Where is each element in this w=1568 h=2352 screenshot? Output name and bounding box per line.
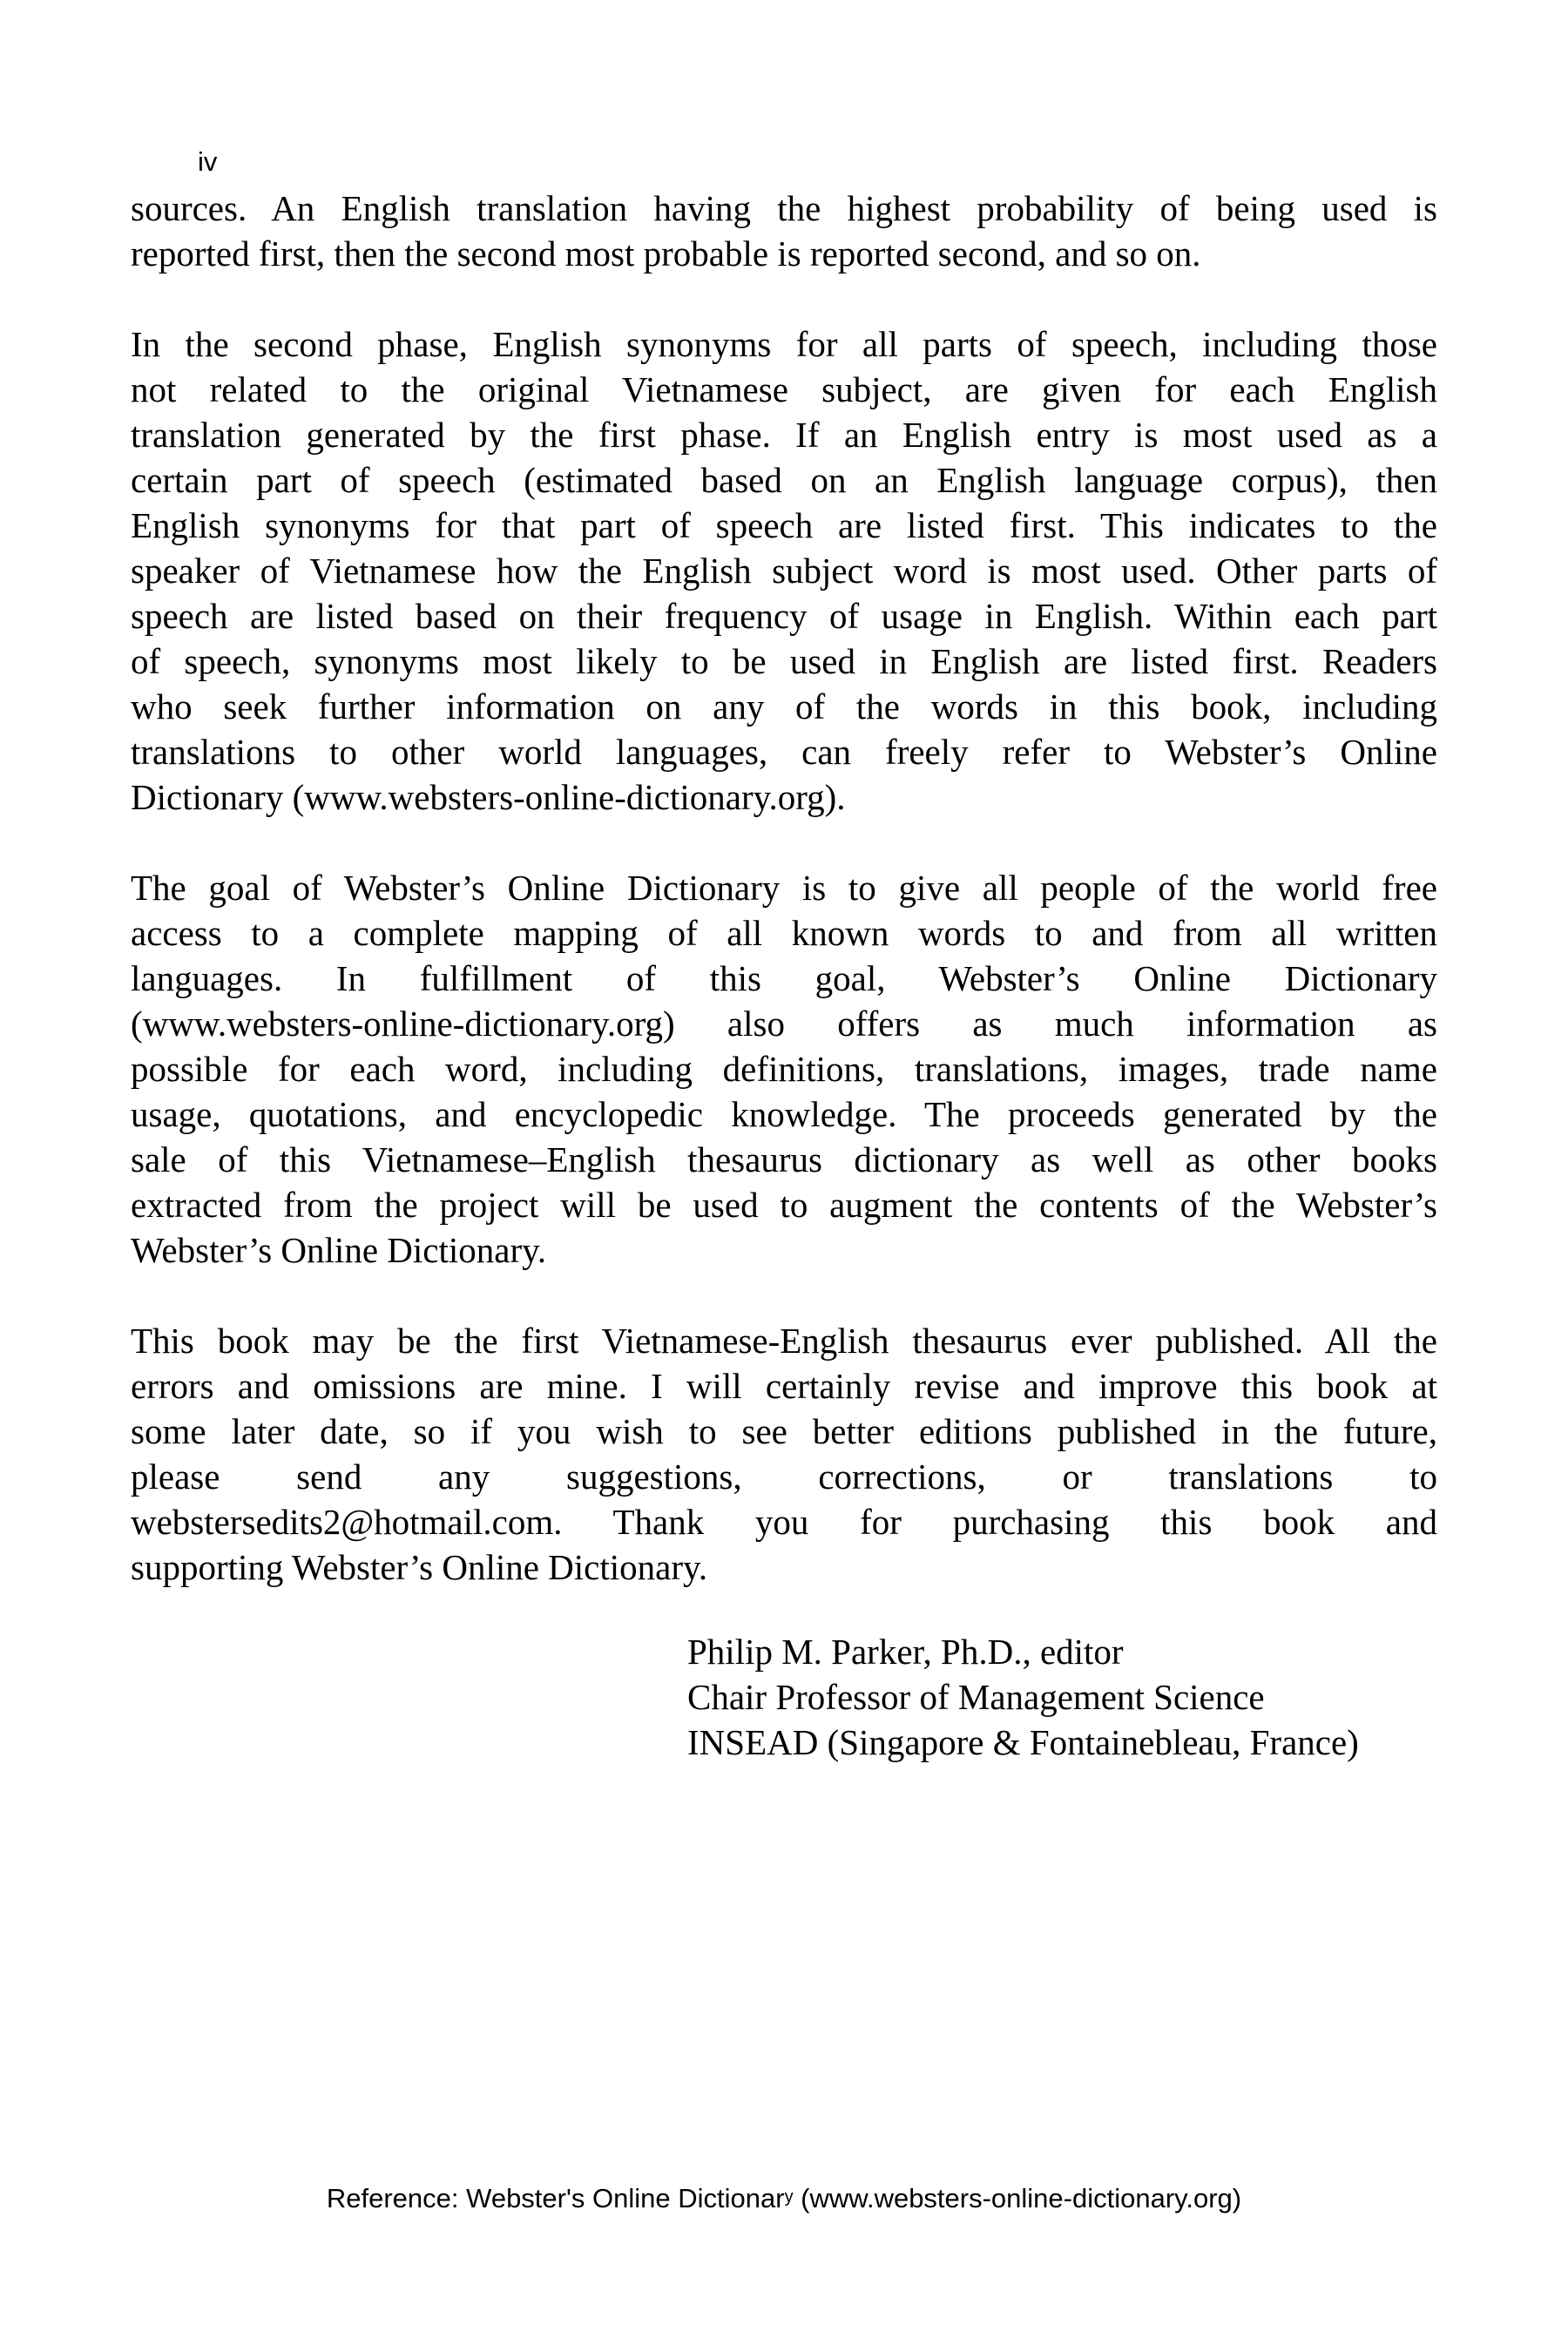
paragraph [131,1318,1437,1590]
text-line: Webster’s Online Dictionary. [131,1230,547,1270]
text-line: please send any suggestions, corrections, or translations to [131,1456,1437,1497]
footer-reference-url: (www.websters-online-dictionary.org) [793,2183,1242,2213]
text-line: Dictionary (www.websters-online-dictionary.org). [131,777,846,817]
text-line: languages. In fulfillment of this goal, Webster’s Online Dictionary [131,958,1437,998]
text-line: extracted from the project will be used to augment the contents of the Webster’s [131,1185,1437,1225]
footer-reference-prefix: Reference: Webster's Online Dictionar [326,2183,785,2213]
text-line: This book may be the first Vietnamese-English thesaurus ever published. All the [131,1321,1437,1361]
text-line: reported first, then the second most probable is reported second, and so on. [131,233,1201,274]
editor-title: Chair Professor of Management Science [687,1677,1265,1717]
editor-name: Philip M. Parker, Ph.D., editor [687,1632,1124,1672]
text-line: (www.websters-online-dictionary.org) also offers as much information as [131,1004,1437,1044]
signature-block [687,1629,1359,1765]
text-line: access to a complete mapping of all known words to and from all written [131,913,1437,953]
text-line: webstersedits2@hotmail.com. Thank you for purchasing this book and [131,1502,1437,1542]
text-line: English synonyms for that part of speech are listed first. This indicates to the [131,505,1437,545]
text-line: translation generated by the first phase. If an English entry is most used as a [131,415,1437,455]
page-footer [0,2180,1568,2216]
text-line: certain part of speech (estimated based on an English language corpus), then [131,460,1437,500]
text-line: some later date, so if you wish to see better editions published in the future, [131,1411,1437,1451]
text-line: possible for each word, including definitions, translations, images, trade name [131,1049,1437,1089]
text-line: speaker of Vietnamese how the English subject word is most used. Other parts of [131,551,1437,591]
text-line: sources. An English translation having the highest probability of being used is [131,188,1437,228]
page-number: iv [198,146,218,177]
footer-reference-small-char: y [784,2187,794,2207]
text-line: translations to other world languages, can freely refer to Webster’s Online [131,732,1437,772]
text-line: of speech, synonyms most likely to be used in English are listed first. Readers [131,641,1437,681]
text-line: not related to the original Vietnamese subject, are given for each English [131,369,1437,409]
text-line: The goal of Webster’s Online Dictionary is to give all people of the world free [131,868,1437,908]
text-line: supporting Webster’s Online Dictionary. [131,1547,708,1587]
editor-institution: INSEAD (Singapore & Fontainebleau, France) [687,1722,1359,1762]
text-line: In the second phase, English synonyms for all parts of speech, including those [131,324,1437,364]
paragraph [131,865,1437,1273]
paragraph [131,186,1437,276]
text-line: usage, quotations, and encyclopedic knowledge. The proceeds generated by the [131,1094,1437,1134]
paragraph [131,321,1437,820]
text-line: speech are listed based on their frequency of usage in English. Within each part [131,596,1437,636]
text-line: who seek further information on any of the words in this book, including [131,686,1437,727]
text-line: errors and omissions are mine. I will certainly revise and improve this book at [131,1366,1437,1406]
text-line: sale of this Vietnamese–English thesaurus dictionary as well as other books [131,1139,1437,1179]
body-text [131,186,1437,1635]
